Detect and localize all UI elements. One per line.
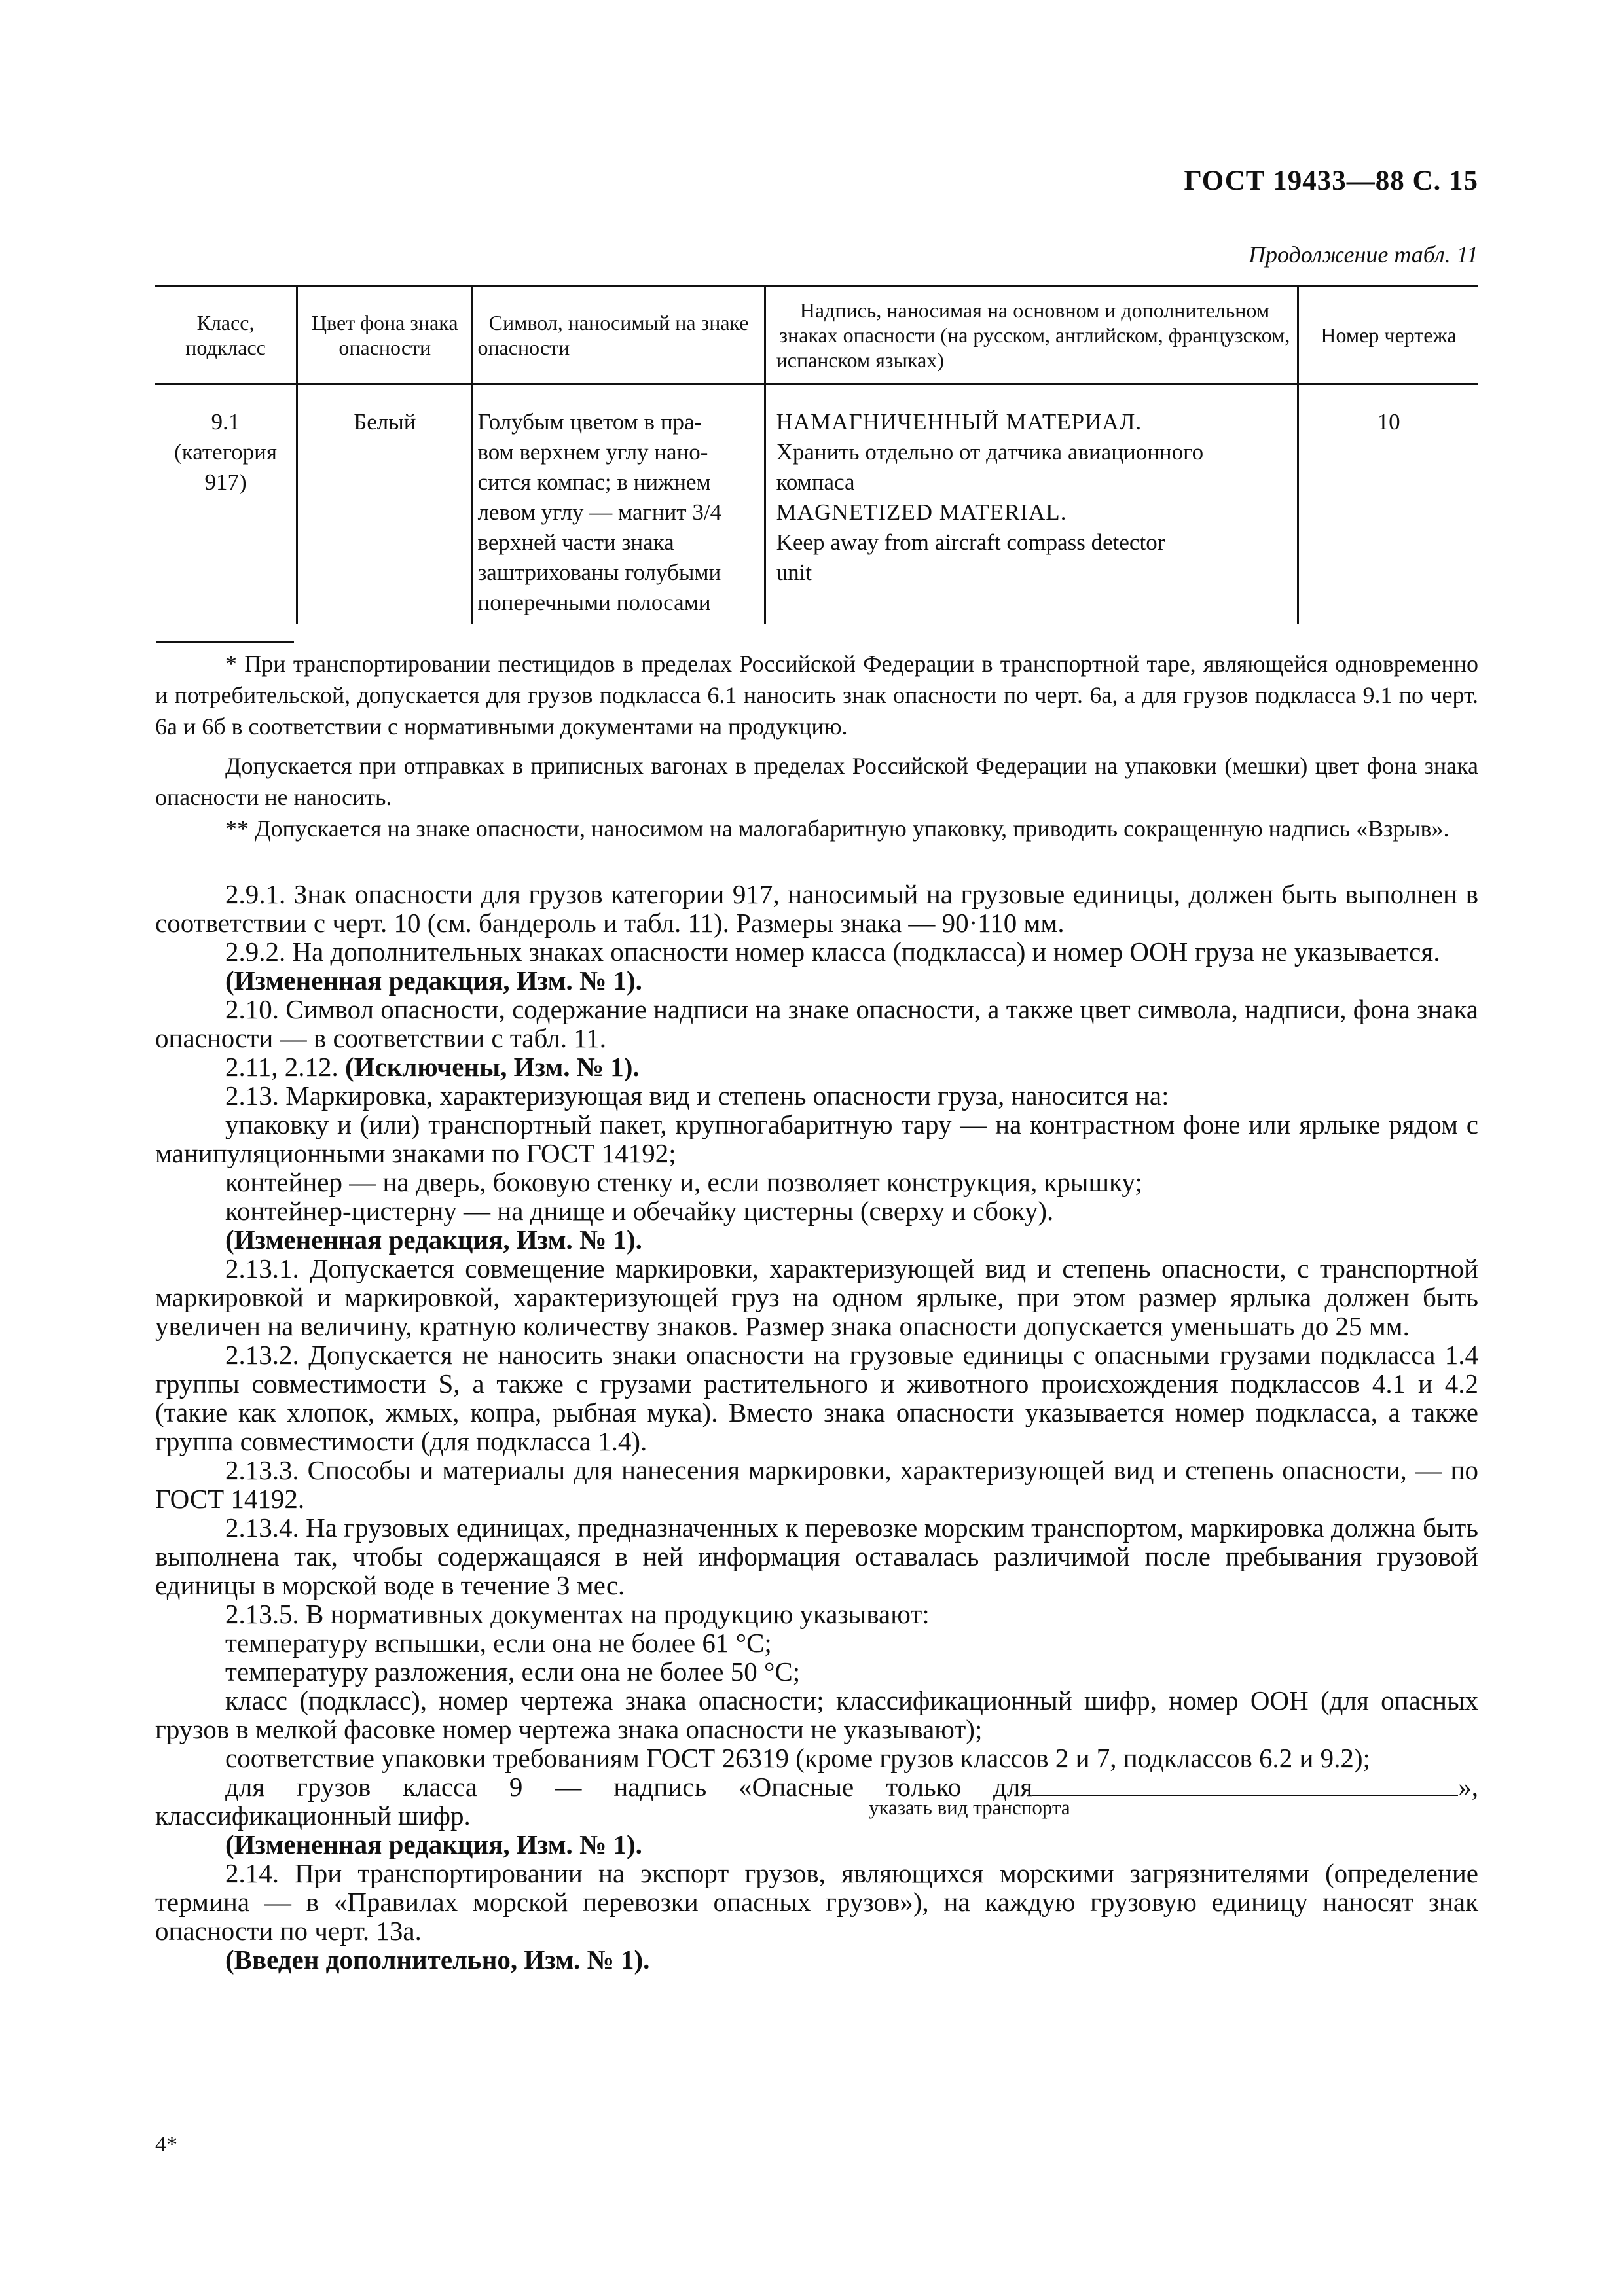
- table-continuation-label: Продолжение табл. 11: [1248, 242, 1478, 268]
- cell-class-line: 9.1: [211, 409, 240, 435]
- footnotes: [155, 648, 1478, 844]
- cell-symbol-line: верхней части знака: [477, 529, 674, 555]
- cell-symbol-line: левом углу — магнит 3/4: [477, 499, 722, 525]
- clause-2-13-3: 2.13.3. Способы и материалы для нанесения маркировки, характеризующей вид и степень опасности, — по ГОСТ 14192.: [155, 1455, 1478, 1514]
- footnote-1: * При транспортировании пестицидов в пределах Российской Федерации в транспортной таре, являющейся одновременно и потребительской, допускается для грузов подкласса 6.1 наносить знак опасности по черт. 6а, а для грузов подкласса 9.1 по черт. 6а и 6б в соответствии с нормативными документами на продукцию.: [155, 651, 1478, 740]
- header-drawing: Номер чертежа: [1298, 287, 1478, 384]
- clause-2-13-5-item-decomp: температуру разложения, если она не более 50 °С;: [225, 1657, 801, 1687]
- clause-2-13-5-item-class: класс (подкласс), номер чертежа знака опасности; классификационный шифр, номер ООН (для опасных грузов в мелкой фасовке номер чертежа знака опасности не указывают);: [155, 1685, 1478, 1744]
- transport-fill-line: [1032, 1775, 1458, 1796]
- document-body: [155, 880, 1478, 1974]
- cell-class-line: (категория: [174, 439, 277, 465]
- fill-line-caption: указать вид транспорта: [869, 1796, 1070, 1819]
- page-header: ГОСТ 19433—88 С. 15: [1184, 166, 1478, 196]
- clause-2-13-2: 2.13.2. Допускается не наносить знаки опасности на грузовые единицы с опасными грузами подкласса 1.4 группы совместимости S, а также с грузами растительного и животного происхождения подклассов 4.1 и 4.2 (такие как хлопок, жмых, копра, рыбная мука). Вместо знака опасности указывается номер подкласса, а также группа совместимости (для подкласса 1.4).: [155, 1340, 1478, 1456]
- cell-symbol-line: вом верхнем углу нано-: [477, 439, 708, 465]
- class9-text-start: для грузов класса 9 — надпись «Опасные только для: [225, 1772, 1033, 1802]
- clause-2-13-4: 2.13.4. На грузовых единицах, предназначенных к перевозке морским транспортом, маркировка должна быть выполнена так, чтобы содержащаяся в ней информация оставалась различимой после пребывания грузовой единицы в морской воде в течение 3 мес.: [155, 1513, 1478, 1600]
- cell-inscription-line: НАМАГНИЧЕННЫЙ МАТЕРИАЛ.: [776, 409, 1142, 435]
- cell-inscription-line: Хранить отдельно от датчика авиационного: [776, 439, 1204, 465]
- addition-note: (Введен дополнительно, Изм. № 1).: [225, 1945, 650, 1975]
- clause-2-13-5: 2.13.5. В нормативных документах на продукцию указывают:: [225, 1599, 930, 1629]
- clause-2-13-item-tank: контейнер-цистерну — на днище и обечайку цистерны (сверху и сбоку).: [225, 1196, 1054, 1226]
- footnote-1-addendum: Допускается при отправках в приписных вагонах в пределах Российской Федерации на упаковки (мешки) цвет фона знака опасности не наносить.: [155, 753, 1478, 810]
- cell-drawing: 10: [1298, 384, 1478, 625]
- cell-inscription-line: Keep away from aircraft compass detector: [776, 529, 1165, 555]
- cell-symbol-line: поперечными полосами: [477, 590, 711, 615]
- cell-symbol: [473, 384, 765, 625]
- cell-symbol-line: заштрихованы голубыми: [477, 560, 721, 585]
- clause-2-13: 2.13. Маркировка, характеризующая вид и степень опасности груза, наносится на:: [225, 1081, 1169, 1111]
- page-footer-mark: 4*: [155, 2132, 177, 2157]
- header-inscription: Надпись, наносимая на основном и дополнительном знаках опасности (на русском, английском, французском, испанском языках): [765, 287, 1298, 384]
- header-symbol: Символ, наносимый на знаке опасности: [473, 287, 765, 384]
- cell-inscription-line: компаса: [776, 469, 855, 495]
- cell-inscription-line: MAGNETIZED MATERIAL.: [776, 499, 1067, 525]
- clause-2-10: 2.10. Символ опасности, содержание надписи на знаке опасности, а также цвет символа, надписи, фона знака опасности — в соответствии с табл. 11.: [155, 994, 1478, 1053]
- footnote-divider: [156, 641, 294, 643]
- amendment-note: (Измененная редакция, Изм. № 1).: [225, 1225, 642, 1255]
- clause-2-9-2: 2.9.2. На дополнительных знаках опасности номер класса (подкласса) и номер ООН груза не указывается.: [225, 937, 1440, 967]
- table-row: [155, 384, 1478, 625]
- cell-class-line: 917): [204, 469, 247, 495]
- cell-inscription-line: unit: [776, 560, 812, 585]
- cell-class: [155, 384, 297, 625]
- cell-inscription: [765, 384, 1298, 625]
- clause-number: 2.11, 2.12.: [225, 1052, 345, 1082]
- header-class: Класс, подкласс: [155, 287, 297, 384]
- amendment-note: (Измененная редакция, Изм. № 1).: [225, 965, 642, 996]
- clause-2-13-1: 2.13.1. Допускается совмещение маркировки, характеризующей вид и степень опасности, с транспортной маркировкой и маркировкой, характеризующей груз на одном ярлыке, при этом размер ярлыка должен быть увеличен на величину, кратную количеству знаков. Размер знака опасности допускается уменьшать до 25 мм.: [155, 1253, 1478, 1341]
- clause-2-11-2-12: [155, 1052, 1478, 1081]
- hazard-sign-table: [155, 285, 1478, 624]
- clause-2-9-1: 2.9.1. Знак опасности для грузов категории 917, наносимый на грузовые единицы, должен быть выполнен в соответствии с черт. 10 (см. бандероль и табл. 11). Размеры знака — 90·110 мм.: [155, 879, 1478, 938]
- clause-2-13-5-item-flash: температуру вспышки, если она не более 61 °С;: [225, 1628, 772, 1658]
- excluded-note: (Исключены, Изм. № 1).: [344, 1052, 640, 1082]
- clause-2-13-item-container: контейнер — на дверь, боковую стенку и, если позволяет конструкция, крышку;: [225, 1167, 1142, 1197]
- table-header-row: [155, 287, 1478, 384]
- clause-2-14: 2.14. При транспортировании на экспорт грузов, являющихся морскими загрязнителями (определение термина — в «Правилах морской перевозки опасных грузов»), на каждую грузовую единицу наносят знак опасности по черт. 13а.: [155, 1858, 1478, 1946]
- cell-bg-color: Белый: [297, 384, 473, 625]
- cell-symbol-line: Голубым цветом в пра-: [477, 409, 702, 435]
- clause-2-13-5-item-packaging: соответствие упаковки требованиям ГОСТ 26319 (кроме грузов классов 2 и 7, подклассов 6.2 и 9.2);: [225, 1743, 1370, 1773]
- amendment-note: (Измененная редакция, Изм. № 1).: [225, 1829, 642, 1859]
- cell-symbol-line: сится компас; в нижнем: [477, 469, 711, 495]
- header-bg-color: Цвет фона знака опасности: [297, 287, 473, 384]
- clause-2-13-item-package: упаковку и (или) транспортный пакет, крупногабаритную тару — на контрастном фоне или ярлыке рядом с манипуляционными знаками по ГОСТ 14192;: [155, 1109, 1478, 1168]
- footnote-2: ** Допускается на знаке опасности, наносимом на малогабаритную упаковку, приводить сокращенную надпись «Взрыв».: [225, 816, 1450, 842]
- class9-text-end: », классификационный шифр.: [155, 1772, 1478, 1831]
